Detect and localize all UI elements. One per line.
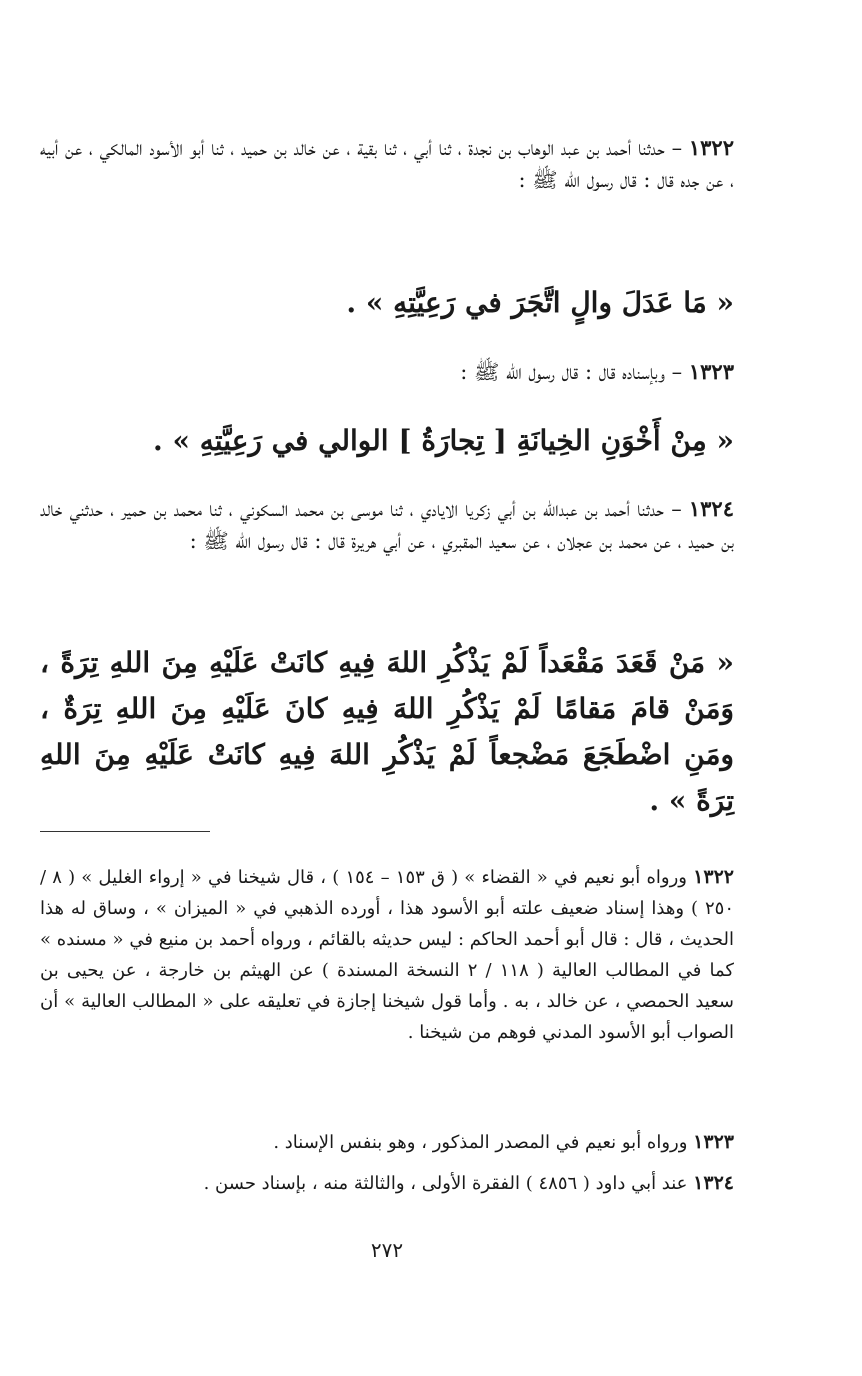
footnote-number: ١٣٢٢	[693, 866, 734, 888]
footnote-text: عند أبي داود ( ٤٨٥٦ ) الفقرة الأولى ، والثالثة منه ، بإسناد حسن .	[203, 1173, 688, 1194]
chain-text: – حدثنا أحمد بن عبدالله بن أبي زكريا الايادي ، ثنا موسى بن محمد السكوني ، ثنا محمد بن حمير ، حدثني خالد بن حميد ، عن محمد بن عجلان ، عن سعيد المقبري ، عن أبي هريرة قال : قال رسول الله ﷺ :	[40, 497, 734, 553]
chain-text: – وبإسناده قال : قال رسول الله ﷺ :	[460, 360, 683, 384]
footnote-1324	[40, 1168, 734, 1199]
footnote-1323	[40, 1127, 734, 1158]
chain-text: – حدثنا أحمد بن عبد الوهاب بن نجدة ، ثنا أبي ، ثنا بقية ، عن خالد بن حميد ، ثنا أبو الأسود المالكي ، عن أبيه ، عن جده قال : قال رسول الله ﷺ :	[40, 136, 734, 192]
hadith-chain-1322	[40, 132, 734, 196]
book-page	[40, 0, 734, 1376]
page-number: ٢٧٢	[370, 1238, 404, 1262]
footnote-separator	[40, 831, 210, 832]
hadith-text-1324: « مَنْ قَعَدَ مَقْعَداً لَمْ يَذْكُرِ اللهَ فِيهِ كانَتْ عَلَيْهِ مِنَ اللهِ تِرَةً ، وَمَنْ قامَ مَقامًا لَمْ يَذْكُرِ اللهَ فِيهِ كانَ عَلَيْهِ مِنَ اللهِ تِرَةٌ ، ومَنِ اضْطَجَعَ مَضْجعاً لَمْ يَذْكُرِ اللهَ فِيهِ كانَتْ عَلَيْهِ مِنَ اللهِ تِرَةً » .	[40, 646, 734, 817]
hadith-text-1323: « مِنْ أَخْوَنِ الخِيانَةِ [ تِجارَةُ ] الوالي في رَعِيَّتِهِ » .	[153, 424, 734, 457]
footnote-text: ورواه أبو نعيم في « القضاء » ( ق ١٥٣ – ١٥٤ ) ، قال شيخنا في « إرواء الغليل » ( ٨ / ٢٥٠ ) وهذا إسناد ضعيف علته أبو الأسود هذا ، أورده الذهبي في « الميزان » ، وساق له هذا الحديث ، قال : قال أبو أحمد الحاكم : ليس حديثه بالقائم ، ورواه أحمد بن منيع في « مسنده » كما في المطالب العالية ( ١١٨ / ٢ النسخة المسندة ) عن الهيثم بن خارجة ، عن يحيى بن سعيد الحمصي ، عن خالد ، به . وأما قول شيخنا إجازة في تعليقه على « المطالب العالية » أن الصواب أبو الأسود المدني فوهم من شيخنا .	[40, 867, 734, 1043]
hadith-chain-1323	[40, 356, 734, 388]
footnote-number: ١٣٢٣	[693, 1131, 734, 1153]
hadith-number: ١٣٢٢	[688, 135, 734, 160]
hadith-number: ١٣٢٣	[688, 359, 734, 384]
hadith-text-1322: « مَا عَدَلَ والٍ اتَّجَرَ في رَعِيَّتِهِ » .	[346, 286, 734, 319]
footnote-1322	[40, 862, 734, 1048]
hadith-number: ١٣٢٤	[688, 496, 734, 521]
footnote-number: ١٣٢٤	[693, 1172, 734, 1194]
footnote-text: ورواه أبو نعيم في المصدر المذكور ، وهو بنفس الإسناد .	[273, 1132, 688, 1153]
hadith-chain-1324	[40, 493, 734, 557]
